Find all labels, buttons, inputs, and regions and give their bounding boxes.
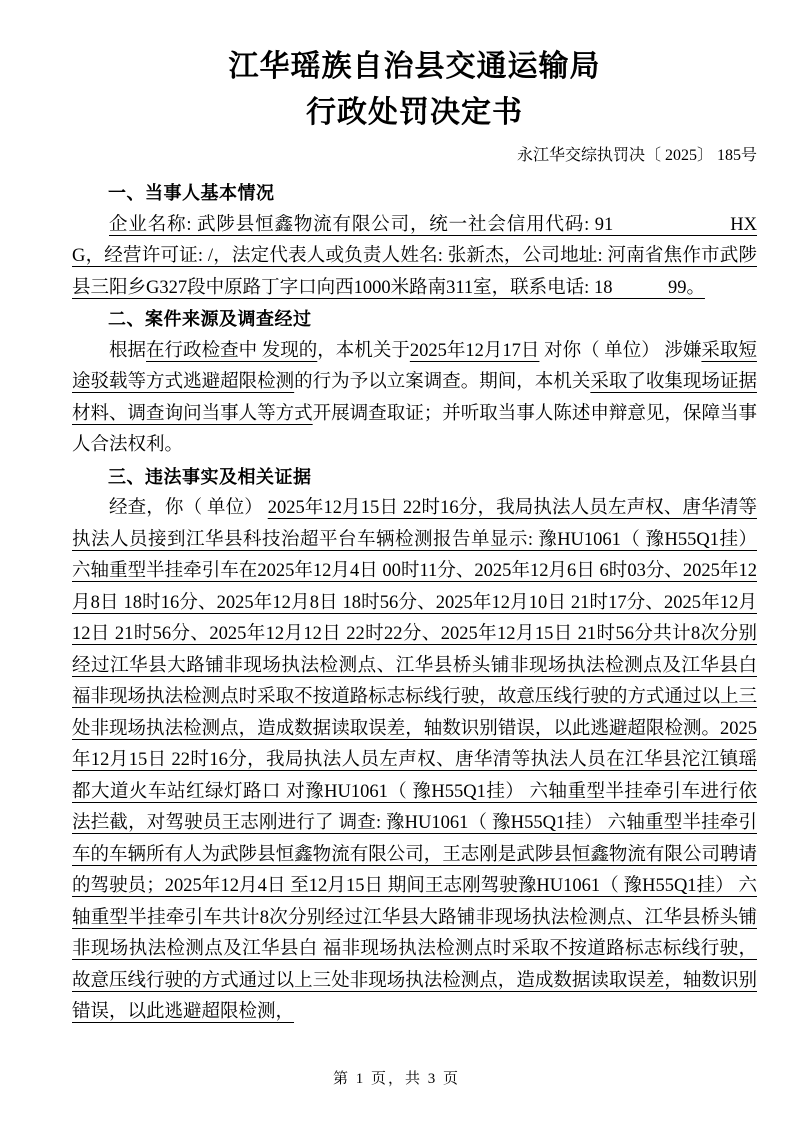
section-party-basic-info xyxy=(72,178,757,304)
text-segment: ，本机关于 xyxy=(317,340,410,361)
underlined-text-segment: 2025年12月17日 xyxy=(409,340,540,361)
section-illegal-facts xyxy=(72,462,757,1029)
section-case-source xyxy=(72,304,757,462)
section-heading-illegal-facts: 三、违法事实及相关证据 xyxy=(108,466,312,487)
text-segment: 经查，你（ 单位） xyxy=(109,498,268,518)
underlined-text-segment: 2025年12月15日 22时16分，我局执法人员左声权、唐华清等执法人员接到江华县科技治超平台车辆检测报告单显示: 豫HU1061（ 豫H55Q1挂） 六轴重型半挂牵引车在2025年12月4日 00时11分、2025年12月6日 6时03分、2025年12月8日 18时16分、2025年12月8日 18时56分、2025年12月10日 21时17分、2025年12月12日 21时56分、2025年12月12日 22时22分、2025年12月15日 21时56分共计8次分别经过江华县大路铺非现场执法检测点、江华县桥头铺非现场执法检测点及江华县白 福非现场执法检测点时采取不按道路标志标线行驶，故意压线行驶的方式通过以上三处非现场执法检测点，造成数据读取误差，轴数识别错误，以此逃避超限检测。2025年12月15日 22时16分，我局执法人员左声权、唐华清等执法人员在江华县沱江镇瑶都大道火车站红绿灯路口 对豫HU1061（ 豫H55Q1挂） 六轴重型半挂牵引车进行依法拦截，对驾驶员王志刚进行了 调查: 豫HU1061（ 豫H55Q1挂） 六轴重型半挂牵引车的车辆所有人为武陟县恒鑫物流有限公司，王志刚是武陟县恒鑫物流有限公司聘请的驾驶员；2025年12月4日 至12月15日 期间王志刚驾驶豫HU1061（ 豫H55Q1挂） 六轴重型半挂牵引车共计8次分别经过江华县大路铺非现场执法检测点、江华县桥头铺非现场执法检测点及江华县白 福非现场执法检测点时采取不按道路标志标线行驶，故意压线行驶的方式通过以上三处非现场执法检测点，造成数据读取误差，轴数识别错误，以此逃避超限检测， xyxy=(72,498,757,1022)
underlined-text-segment: 企业名称: 武陟县恒鑫物流有限公司，统一社会信用代码: 91 HXG，经营许可证: /，法定代表人或负责人姓名: 张新杰，公司地址: 河南省焦作市武陟县三阳乡G327段中原路丁字口向西1000米路南311室，联系电话: 18 99。 xyxy=(72,214,757,298)
paragraph-case-source xyxy=(72,336,757,462)
text-segment: 开展调查取证；并听取当事人陈述申辩意见，保障当事人合法权利。 xyxy=(72,403,757,455)
paragraph-illegal-facts xyxy=(72,493,757,1029)
section-heading-party-info: 一、当事人基本情况 xyxy=(108,183,275,203)
text-segment: 根据 xyxy=(109,340,147,361)
text-segment: 对你（ 单位） 涉嫌 xyxy=(539,340,702,361)
underlined-text-segment: 采取短途驳载等方式逃避超限检测 xyxy=(72,340,757,392)
paragraph-party-info xyxy=(72,210,757,305)
underlined-text-segment: 在行政检查中 发现的 xyxy=(146,340,318,361)
document-title-line1: 江华瑶族自治县交通运输局 xyxy=(228,50,601,83)
page-footer: 第 1 页，共 3 页 xyxy=(332,1071,460,1087)
underlined-text-segment: 采取了收集现场证据材料、调查询问当事人等方式 xyxy=(72,372,757,424)
document-title-line2: 行政处罚决定书 xyxy=(306,96,523,129)
text-segment: 的行为予以立案调查。期间，本机关 xyxy=(294,372,591,392)
document-number: 永江华交综执罚决〔 2025〕 185号 xyxy=(516,147,757,164)
section-heading-case-source: 二、案件来源及调查经过 xyxy=(108,309,312,329)
